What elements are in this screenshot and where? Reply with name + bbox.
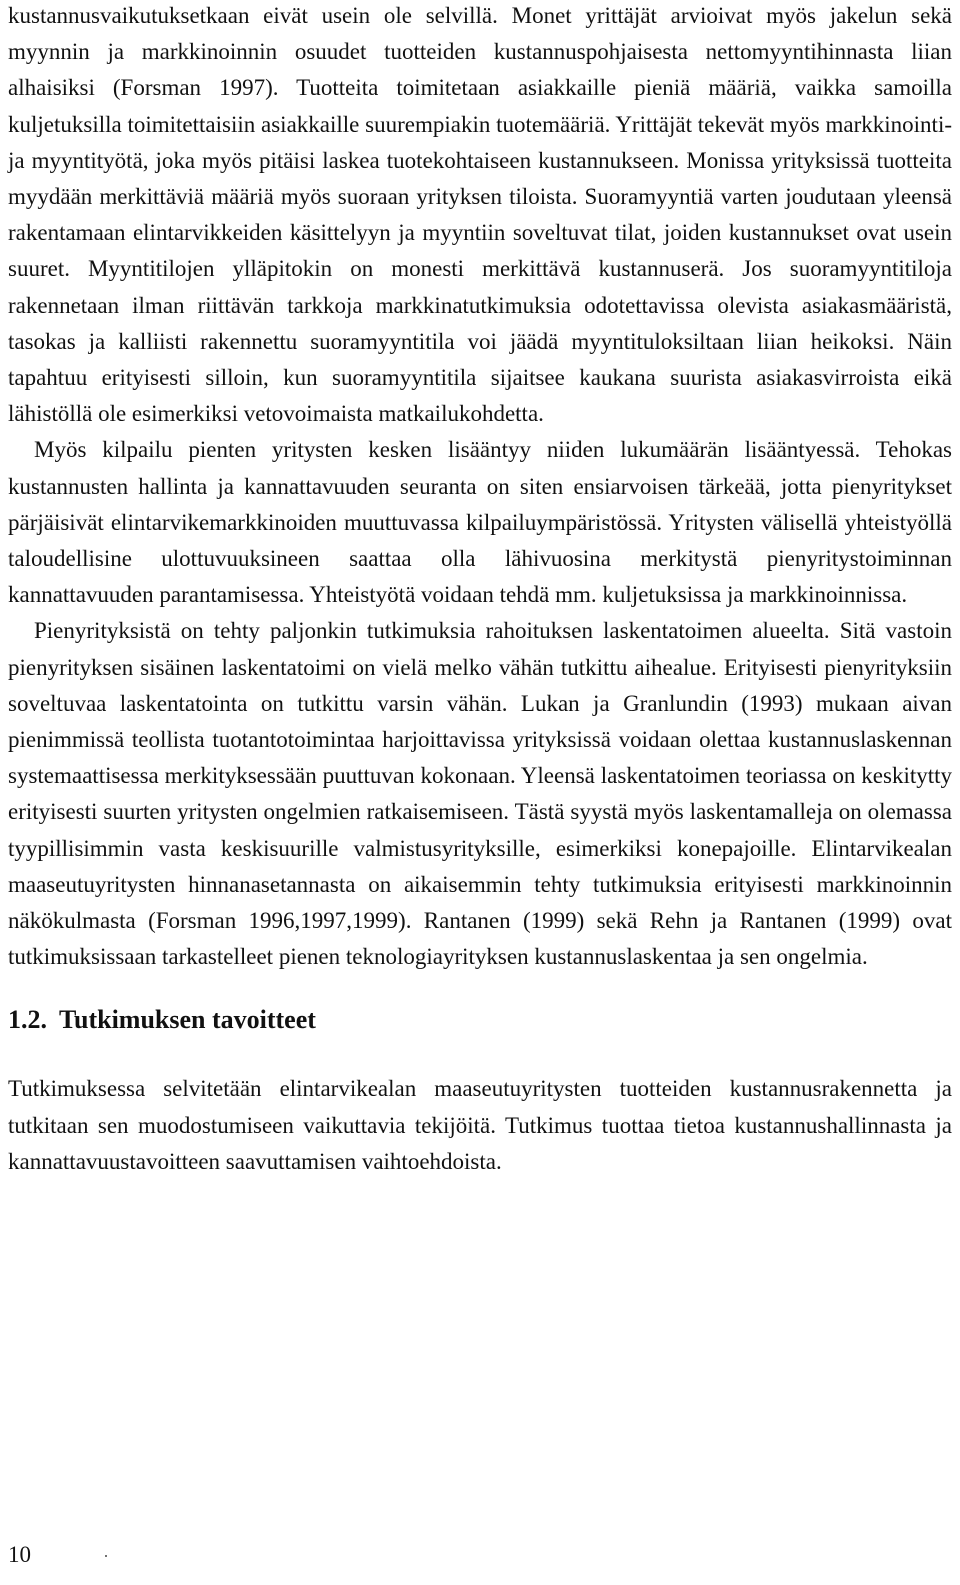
body-paragraph-1: kustannusvaikutuksetkaan eivät usein ole selvillä. Monet yrittäjät arvioivat myös jakelun sekä myynnin ja markkinoinnin osuudet tuotteiden kustannuspohjaisesta nettomyyntihinnasta liian alhaisiksi (Forsman 1997). Tuotteita toimitetaan asiakkaille pieniä määriä, vaikka samoilla kuljetuksilla toimitettaisiin asiakkaille suurempiakin tuotemääriä. Yrittäjät tekevät myös markkinointi- ja myyntityötä, joka myös pitäisi laskea tuotekohtaiseen kustannukseen. Monissa yrityksissä tuotteita myydään merkittäviä määriä myös suoraan yrityksen tiloista. Suoramyyntiä varten joudutaan yleensä rakentamaan elintarvikkeiden käsittelyyn ja myyntiin soveltuvat tilat, joiden kustannukset ovat usein suuret. Myyntitilojen ylläpitokin on monesti merkittävä kustannuserä. Jos suoramyyntitiloja rakennetaan ilman riittävän tarkkoja markkinatutkimuksia odotettavissa olevista asiakasmääristä, tasokas ja kalliisti rakennettu suoramyyntitila voi jäädä myyntituloksiltaan liian heikoksi. Näin tapahtuu erityisesti silloin, kun suoramyyntitila sijaitsee kaukana suurista asiakasvirroista eikä lähistöllä ole esimerkiksi vetovoimaista matkailukohdetta. <box>8 3 952 427</box>
body-paragraph-3: Pienyrityksistä on tehty paljonkin tutkimuksia rahoituksen laskentatoimen alueelta. Sitä vastoin pienyrityksen sisäinen laskentatoimi on vielä melko vähän tutkittu aihealue. Erityisesti pienyrityksiin soveltuvaa laskentatointa on tutkittu varsin vähän. Lukan ja Granlundin (1993) mukaan aivan pienimmissä teollista tuotantotoimintaa harjoittavissa yrityksissä voidaan olettaa kustannuslaskennan systemaattisessa merkityksessään puuttuvan kokonaan. Yleensä laskentatoimen teoriassa on keskitytty erityisesti suurten yritysten ongelmien ratkaisemiseen. Tästä syystä myös laskentamalleja on olemassa tyypillisimmin vasta keskisuurille valmistusyrityksille, esimerkiksi konepajoille. Elintarvikealan maaseutuyritysten hinnanasetannasta on aikaisemmin tehty tutkimuksia erityisesti markkinoinnin näkökulmasta (Forsman 1996,1997,1999). Rantanen (1999) sekä Rehn ja Rantanen (1999) ovat tutkimuksissaan tarkastelleet pienen teknologiayrityksen kustannuslaskentaa ja sen ongelmia. <box>8 618 952 970</box>
page-number: 10 <box>8 1542 31 1567</box>
section-number: 1.2. <box>8 1005 47 1035</box>
scan-speck <box>105 1555 107 1557</box>
section-paragraph: Tutkimuksessa selvitetään elintarvikealan maaseutuyritysten tuotteiden kustannusrakennetta ja tutkitaan sen muodostumiseen vaikuttavia tekijöitä. Tutkimus tuottaa tietoa kustannushallinnasta ja kannattavuustavoitteen saavuttamisen vaihtoehdoista. <box>8 1076 952 1174</box>
section-title: Tutkimuksen tavoitteet <box>59 1005 316 1035</box>
body-paragraph-2: Myös kilpailu pienten yritysten kesken lisääntyy niiden lukumäärän lisääntyessä. Tehokas kustannusten hallinta ja kannattavuuden seuranta on siten ensiarvoisen tärkeää, jotta pienyritykset pärjäisivät elintarvikemarkkinoiden muuttuvassa kilpailuympäristössä. Yritysten välisellä yhteistyöllä taloudellisine ulottuvuuksineen saattaa olla lähivuosina merkitystä pienyritystoiminnan kannattavuuden parantamisessa. Yhteistyötä voidaan tehdä mm. kuljetuksissa ja markkinoinnissa. <box>8 437 952 608</box>
document-page <box>8 0 952 1180</box>
section-heading <box>8 1003 952 1037</box>
